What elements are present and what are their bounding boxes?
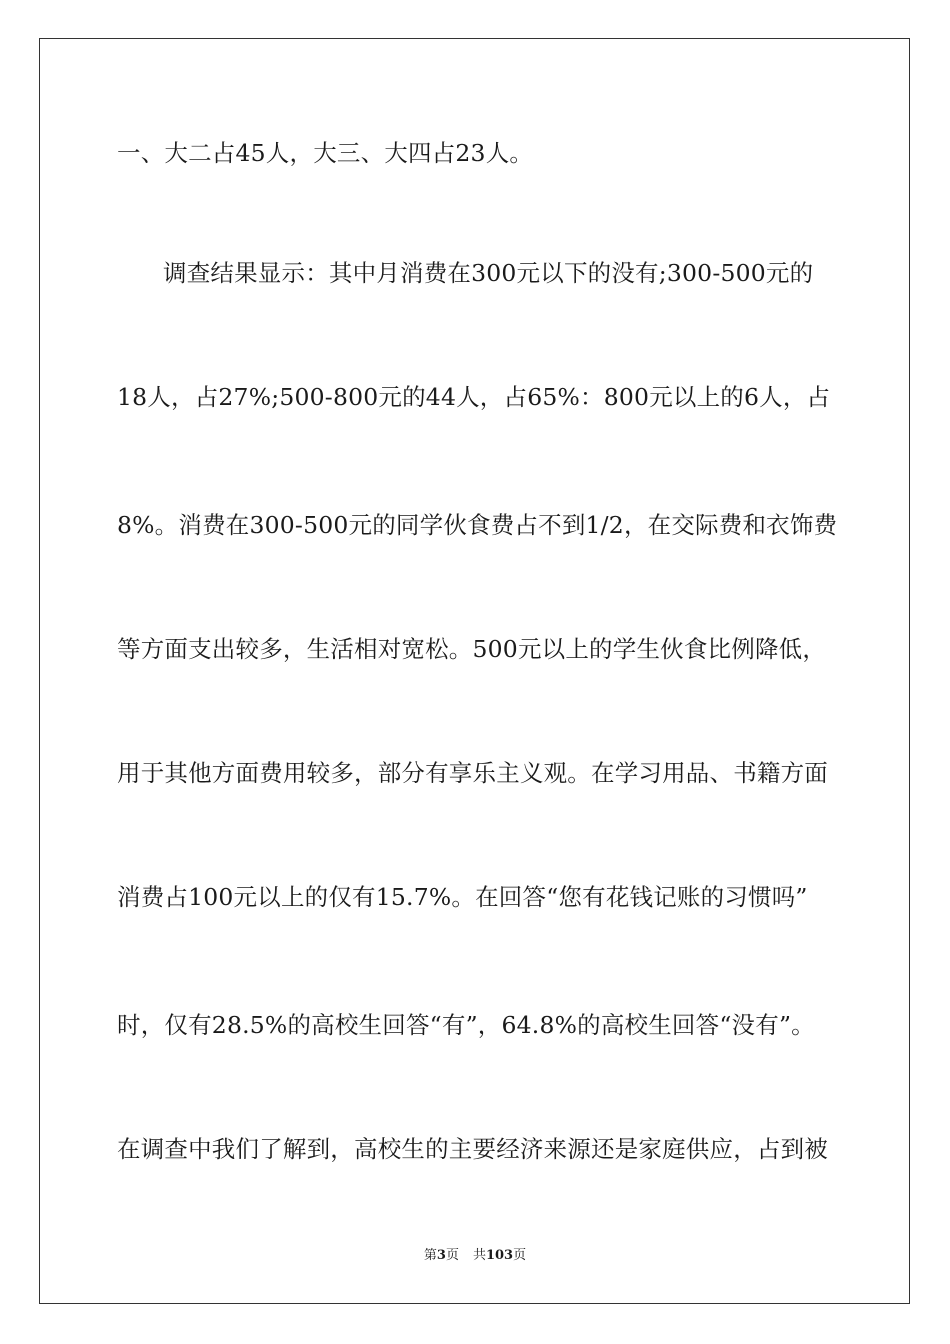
footer-page-prefix: 第 xyxy=(423,1248,437,1263)
body-line-1: 一、大二占45人，大三、大四占23人。 xyxy=(117,139,534,167)
body-line-9: 在调查中我们了解到，高校生的主要经济来源还是家庭供应，占到被 xyxy=(117,1135,828,1163)
footer-page-number: 3 xyxy=(436,1248,446,1263)
page-frame xyxy=(39,38,910,1304)
footer-total-suffix: 页 xyxy=(513,1248,527,1263)
body-line-5: 等方面支出较多，生活相对宽松。500元以上的学生伙食比例降低， xyxy=(117,635,827,663)
footer-total-prefix: 共 xyxy=(472,1248,486,1263)
body-line-7: 消费占100元以上的仅有15.7%。在回答“您有花钱记账的习惯吗” xyxy=(117,883,808,911)
page-footer xyxy=(0,1247,950,1265)
body-line-3: 18人，占27%;500-800元的44人，占65%：800元以上的6人，占 xyxy=(117,383,831,411)
body-line-8: 时，仅有28.5%的高校生回答“有”，64.8%的高校生回答“没有”。 xyxy=(117,1011,815,1039)
footer-page-suffix: 页 xyxy=(445,1248,459,1263)
body-line-4: 8%。消费在300-500元的同学伙食费占不到1/2，在交际费和衣饰费 xyxy=(117,511,838,539)
body-line-6: 用于其他方面费用较多，部分有享乐主义观。在学习用品、书籍方面 xyxy=(117,759,828,787)
body-line-2: 调查结果显示：其中月消费在300元以下的没有;300-500元的 xyxy=(163,259,814,287)
footer-total-pages: 103 xyxy=(485,1248,514,1263)
